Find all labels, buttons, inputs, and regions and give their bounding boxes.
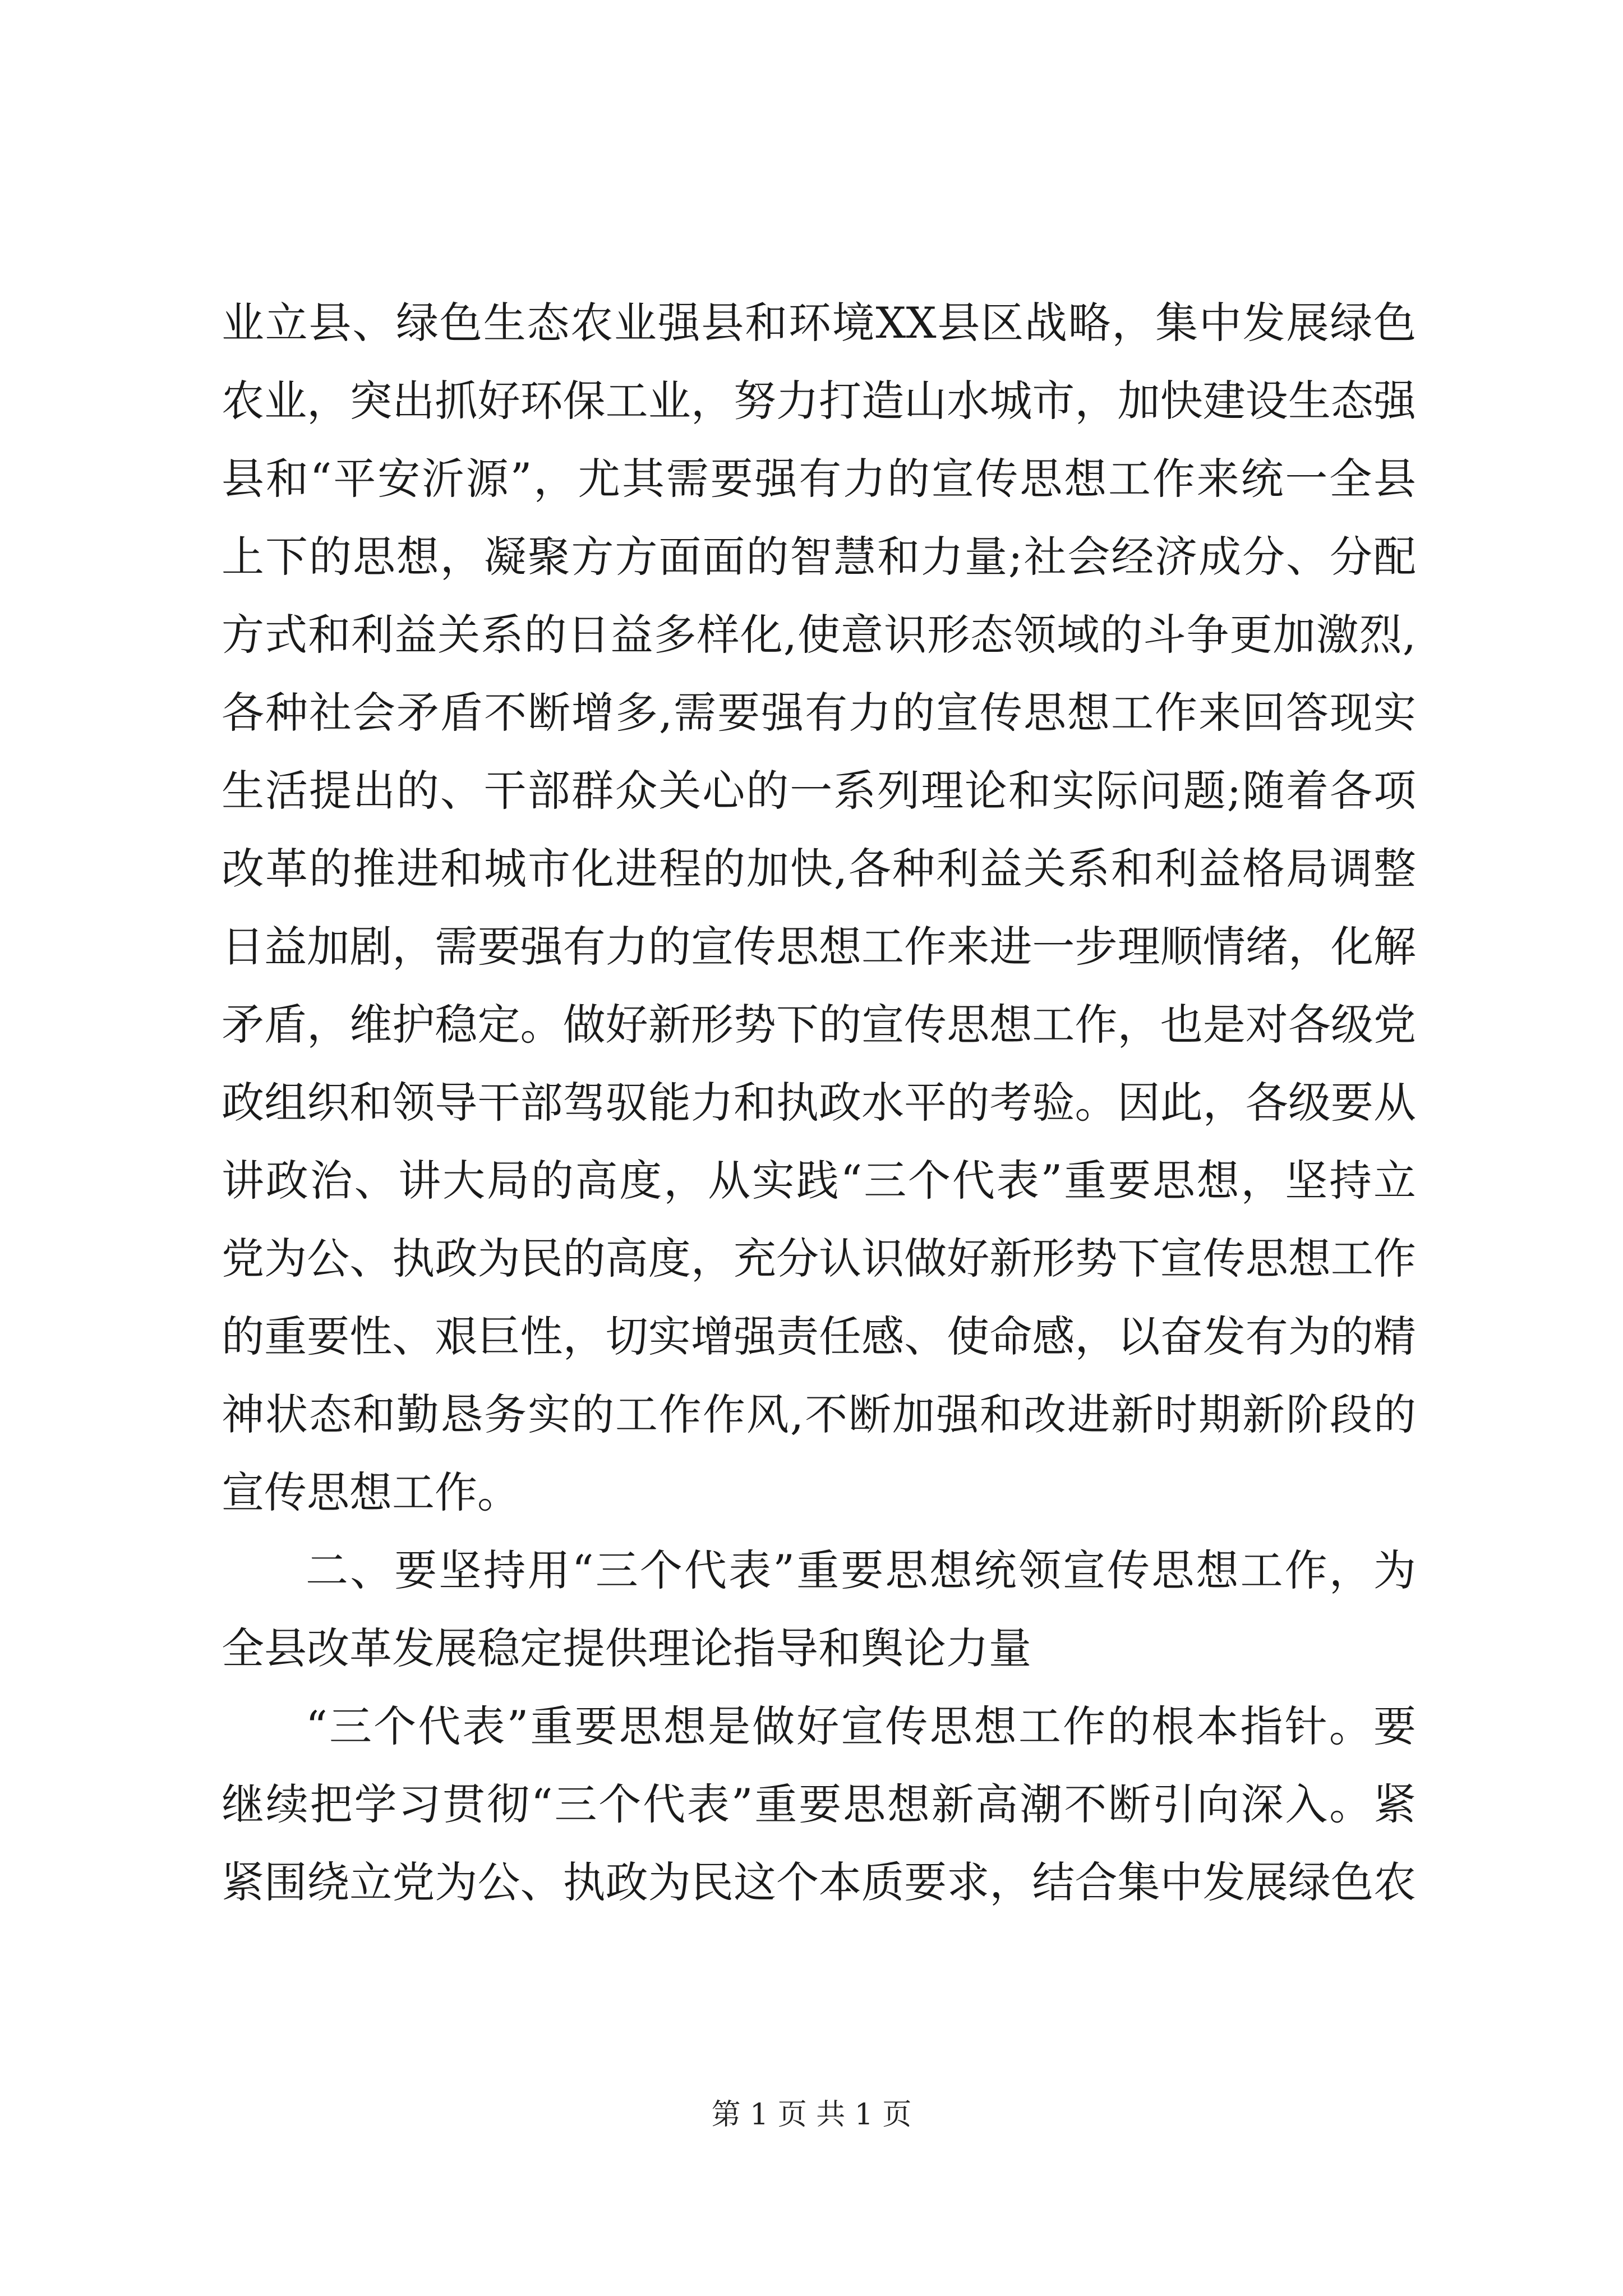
text-line: 方式和利益关系的日益多样化,使意识形态领域的斗争更加激烈, xyxy=(222,610,1416,660)
text-line: 上下的思想，凝聚方方面面的智慧和力量;社会经济成分、分配 xyxy=(222,532,1416,582)
section-heading-line: 全县改革发展稳定提供理论指导和舆论力量 xyxy=(222,1623,1031,1673)
text-line: 神状态和勤恳务实的工作作风,不断加强和改进新时期新阶段的 xyxy=(222,1389,1416,1439)
text-line: 各种社会矛盾不断增多,需要强有力的宣传思想工作来回答现实 xyxy=(222,688,1416,738)
text-line: 宣传思想工作。 xyxy=(222,1467,520,1517)
section-heading-line: 二、要坚持用“三个代表”重要思想统领宣传思想工作，为 xyxy=(306,1545,1416,1595)
document-body xyxy=(222,284,1416,1921)
text-line: 紧围绕立党为公、执政为民这个本质要求，结合集中发展绿色农 xyxy=(222,1857,1416,1907)
text-line: 讲政治、讲大局的高度，从实践“三个代表”重要思想，坚持立 xyxy=(222,1156,1416,1205)
text-line: 继续把学习贯彻“三个代表”重要思想新高潮不断引向深入。紧 xyxy=(222,1779,1416,1829)
text-line: “三个代表”重要思想是做好宣传思想工作的根本指针。要 xyxy=(306,1701,1416,1751)
text-line: 日益加剧，需要强有力的宣传思想工作来进一步理顺情绪，化解 xyxy=(222,922,1416,972)
text-line: 县和“平安沂源”，尤其需要强有力的宣传思想工作来统一全县 xyxy=(222,454,1416,504)
text-line: 政组织和领导干部驾驭能力和执政水平的考验。因此，各级要从 xyxy=(222,1078,1416,1128)
text-line: 农业，突出抓好环保工业，努力打造山水城市，加快建设生态强 xyxy=(222,376,1416,426)
text-line: 生活提出的、干部群众关心的一系列理论和实际问题;随着各项 xyxy=(222,766,1416,816)
page-number-footer: 第 1 页 共 1 页 xyxy=(711,2098,912,2132)
text-line: 改革的推进和城市化进程的加快,各种利益关系和利益格局调整 xyxy=(222,844,1416,894)
text-line: 业立县、绿色生态农业强县和环境XX县区战略，集中发展绿色 xyxy=(222,298,1416,348)
text-line: 的重要性、艰巨性，切实增强责任感、使命感，以奋发有为的精 xyxy=(222,1312,1416,1361)
text-line: 矛盾，维护稳定。做好新形势下的宣传思想工作，也是对各级党 xyxy=(222,1000,1416,1050)
text-line: 党为公、执政为民的高度，充分认识做好新形势下宣传思想工作 xyxy=(222,1234,1416,1283)
